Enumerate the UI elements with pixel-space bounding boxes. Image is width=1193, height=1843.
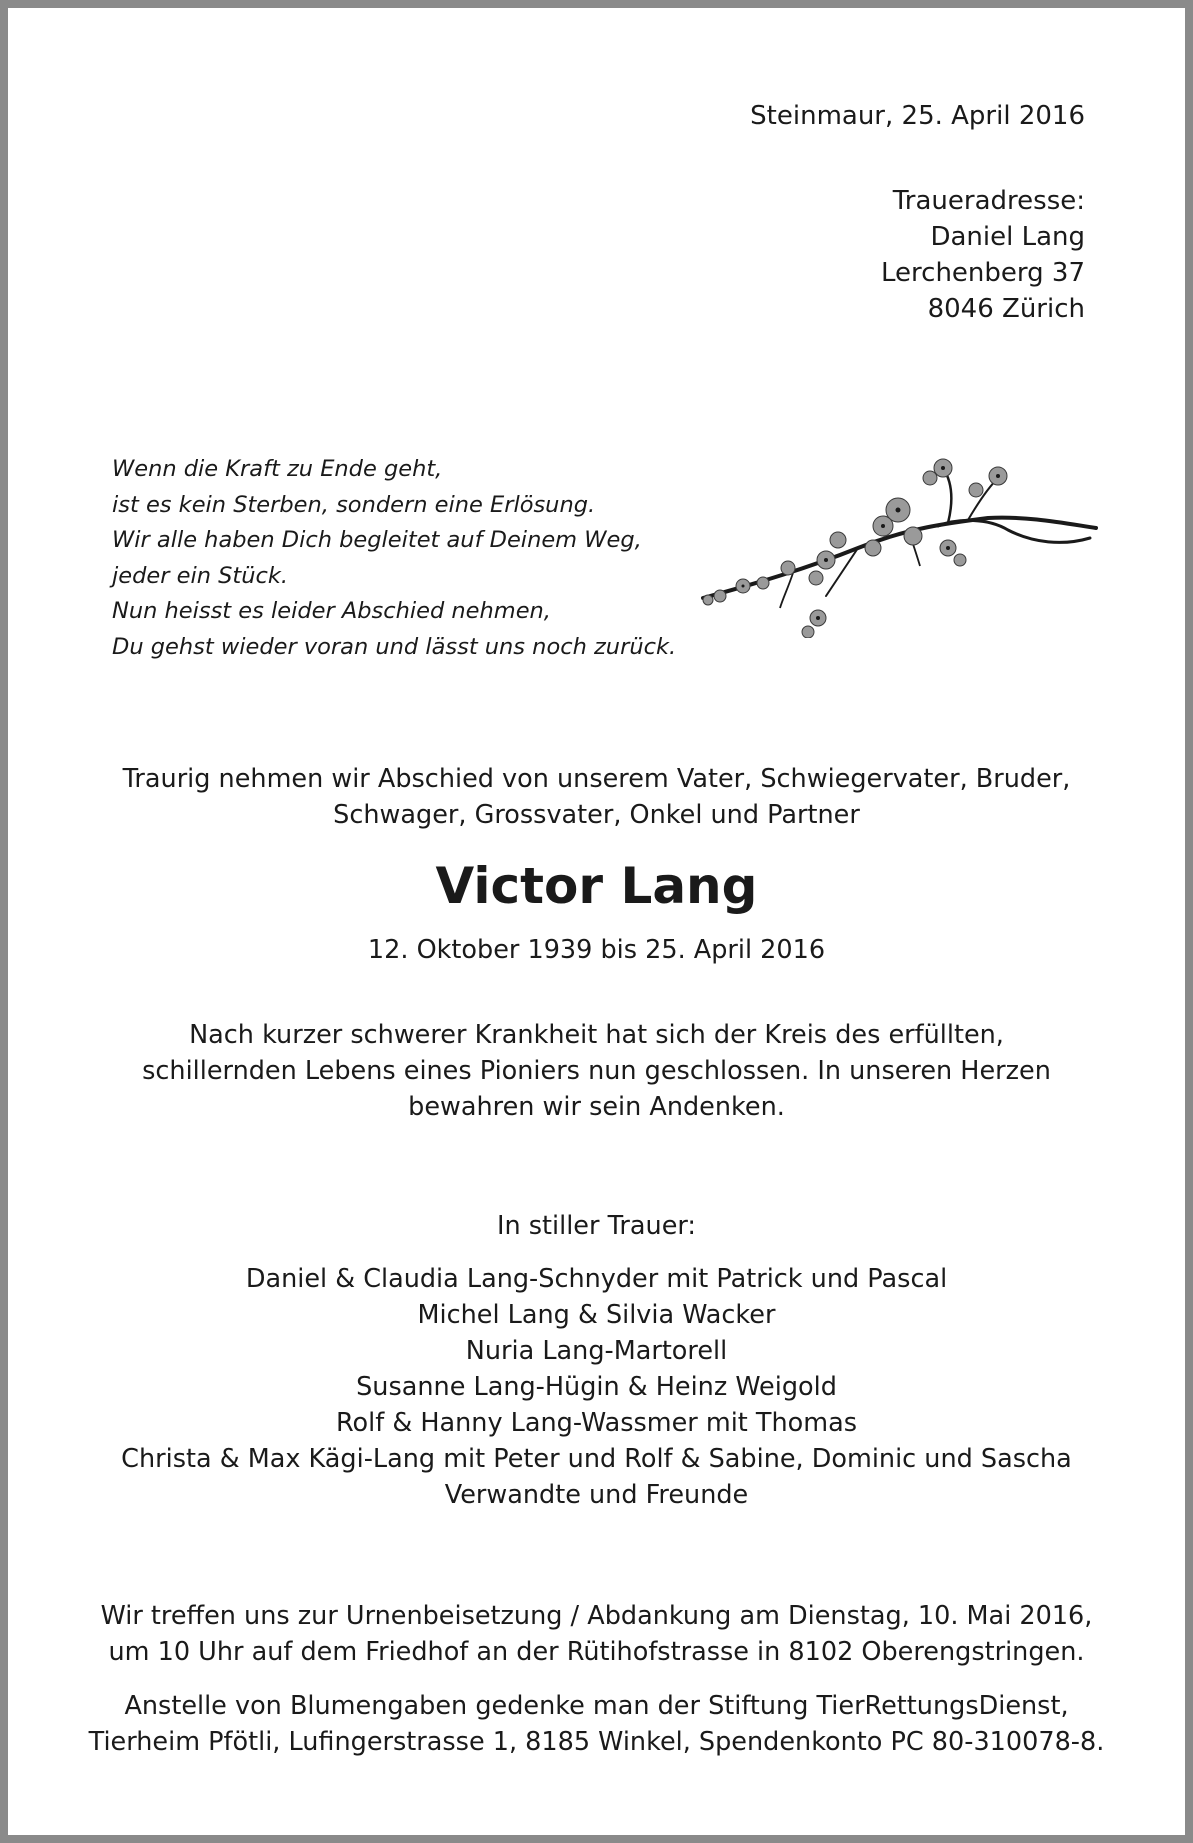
mourner-entry: Rolf & Hanny Lang-Wassmer mit Thomas xyxy=(335,1408,858,1438)
poem-line: Nun heisst es leider Abschied nehmen, xyxy=(112,598,551,624)
address-street: Lerchenberg 37 xyxy=(881,258,1085,288)
address-name: Daniel Lang xyxy=(930,222,1085,252)
mourner-entry: Nuria Lang-Martorell xyxy=(465,1336,728,1366)
mourner-entry: Daniel & Claudia Lang-Schnyder mit Patrick und Pascal xyxy=(245,1264,948,1294)
announcement-description xyxy=(8,1017,1185,1125)
mourning-address xyxy=(881,183,1085,327)
donation-line: Anstelle von Blumengaben gedenke man der Stiftung TierRettungsDienst, xyxy=(124,1691,1069,1721)
mourners-list xyxy=(8,1261,1185,1513)
funeral-line: um 10 Uhr auf dem Friedhof an der Rütihofstrasse in 8102 Oberengstringen. xyxy=(108,1637,1085,1667)
mourning-heading: In stiller Trauer: xyxy=(496,1211,697,1241)
description-line: schillernden Lebens eines Pioniers nun geschlossen. In unseren Herzen xyxy=(142,1056,1051,1086)
description-line: bewahren wir sein Andenken. xyxy=(408,1092,785,1122)
poem-line: jeder ein Stück. xyxy=(112,562,289,589)
funeral-details xyxy=(8,1598,1185,1670)
cherry-blossom-branch-icon xyxy=(698,448,1098,638)
donation-line: Tierheim Pfötli, Lufingerstrasse 1, 8185 Winkel, Spendenkonto PC 80-310078-8. xyxy=(88,1727,1105,1757)
funeral-line: Wir treffen uns zur Urnenbeisetzung / Abdankung am Dienstag, 10. Mai 2016, xyxy=(100,1601,1093,1631)
mourner-entry: Verwandte und Freunde xyxy=(444,1480,749,1510)
life-dates: 12. Oktober 1939 bis 25. April 2016 xyxy=(367,935,826,965)
poem-line: Wenn die Kraft zu Ende geht, xyxy=(112,456,443,482)
address-city: 8046 Zürich xyxy=(927,294,1085,324)
intro-line: Traurig nehmen wir Abschied von unserem Vater, Schwiegervater, Bruder, xyxy=(122,764,1071,794)
announcement-intro xyxy=(8,761,1185,833)
address-label: Traueradresse: xyxy=(892,186,1085,216)
deceased-name: Victor Lang xyxy=(435,857,758,915)
mourner-entry: Michel Lang & Silvia Wacker xyxy=(417,1300,776,1330)
poem xyxy=(112,452,676,665)
place-date: Steinmaur, 25. April 2016 xyxy=(750,101,1085,131)
poem-line: ist es kein Sterben, sondern eine Erlösung. xyxy=(112,491,596,518)
intro-line: Schwager, Grossvater, Onkel und Partner xyxy=(333,800,860,830)
mourner-entry: Christa & Max Kägi-Lang mit Peter und Rolf & Sabine, Dominic und Sascha xyxy=(121,1444,1072,1474)
donation-note xyxy=(8,1688,1185,1760)
description-line: Nach kurzer schwerer Krankheit hat sich der Kreis des erfüllten, xyxy=(189,1020,1004,1050)
poem-line: Du gehst wieder voran und lässt uns noch zurück. xyxy=(112,633,677,660)
mourner-entry: Susanne Lang-Hügin & Heinz Weigold xyxy=(356,1372,837,1402)
poem-line: Wir alle haben Dich begleitet auf Deinem Weg, xyxy=(112,527,642,553)
